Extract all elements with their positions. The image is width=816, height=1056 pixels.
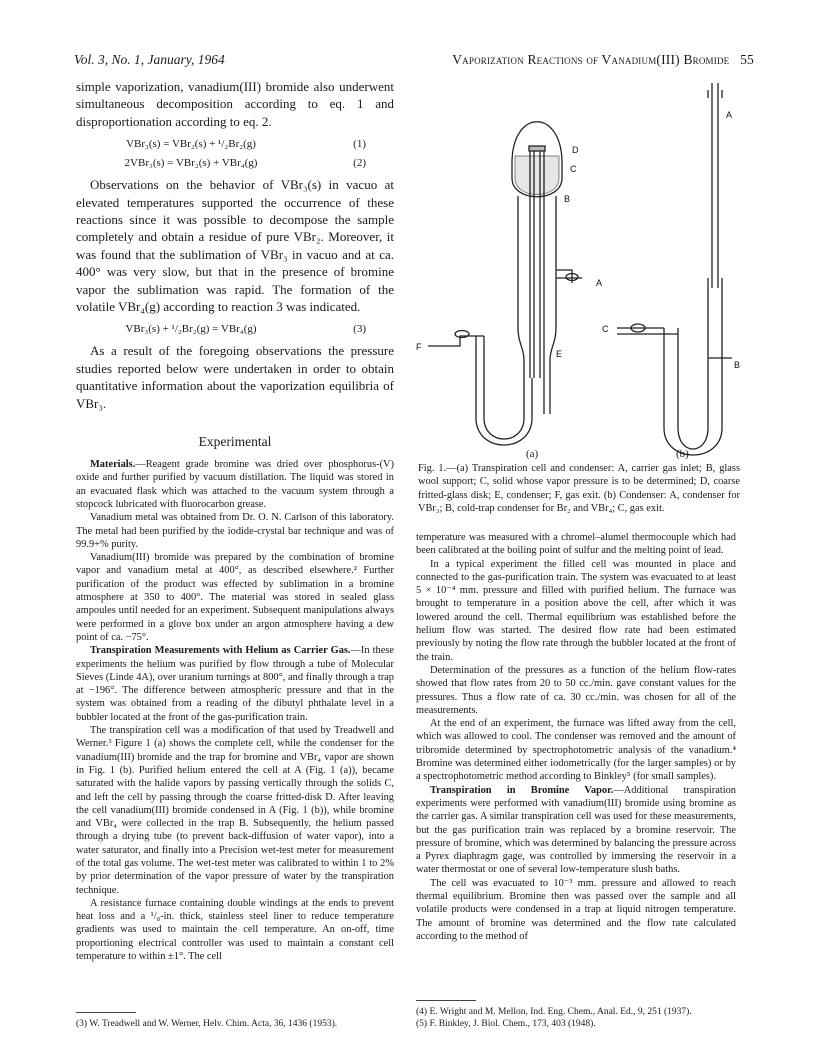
paragraph-transpiration <box>76 644 394 724</box>
equation-3-number: (3) <box>353 322 366 335</box>
footnote-4: (4) E. Wright and M. Mellon, Ind. Eng. Chem., Anal. Ed., 9, 251 (1937). <box>416 1007 692 1017</box>
paragraph-typical-experiment: In a typical experiment the filled cell was mounted in place and connected to the gas-purification train. The system was evacuated to at least 5 × 10⁻⁴ mm. pressure and filled with purified helium. The furnace was brought to temperature in a position above the cell, after which it was lowered around the cell. Thermal equilibrium was established before the helium flow was started. The desired flow rate had been estimated previously by noting the flow rate through the bubbler located at the front of the train. <box>416 558 736 663</box>
condenser-u-tube-b <box>617 278 722 455</box>
label-a-top: A <box>726 110 733 120</box>
figure-label-b: (b) <box>676 448 689 460</box>
footnote-rule-left <box>76 1012 136 1013</box>
equation-2-number: (2) <box>353 156 366 169</box>
figure-label-a: (a) <box>526 448 539 460</box>
transpiration-text: —In these experiments the helium was purified by flow through a tube of Molecular Sieves (Linde 4A), over uranium turnings at 800°, and finally through a trap at −196°. The difference between atmospheric pressure and that in the system was obtained from a reading of the dibutyl phthalate level in a bubbler located at the front of the gas-purification train. <box>76 645 394 723</box>
fritted-disk <box>529 146 545 151</box>
equation-1-text: VBr₃(s) = VBr₂(s) + ¹/₂Br₂(g) <box>126 137 256 150</box>
runin-transpiration: Transpiration Measurements with Helium as Carrier Gas. <box>90 645 351 657</box>
label-c: C <box>570 164 577 174</box>
paragraph-evacuation: The cell was evacuated to 10⁻³ mm. pressure and allowed to reach thermal equilibrium. Bromine then was passed over the sample and all volatile products were condensed in a trap at liquid nitrogen temperature. The amount of bromine was determined and the flow rate calculated according to the method of <box>416 877 736 942</box>
equation-2-text: 2VBr₃(s) = VBr₂(s) + VBr₄(g) <box>124 156 258 169</box>
paragraph-bromine-vapor <box>416 784 736 877</box>
right-column <box>416 531 736 943</box>
paragraph-purpose: As a result of the foregoing observations the pressure studies reported below were undertaken in order to obtain quantitative information about the vaporization equilibria of VBr₃. <box>76 343 394 411</box>
label-d: D <box>572 145 579 155</box>
header-title: Vaporization Reactions of Vanadium(III) Bromide <box>452 52 730 67</box>
runin-bromine: Transpiration in Bromine Vapor. <box>430 784 614 796</box>
paragraph-flow-rates: Determination of the pressures as a function of the helium flow-rates showed that flow rates from 20 to 50 cc./min. gave constant values for the pressures. Thus a flow rate of ca. 30 cc./min. was chosen for all of the measurements. <box>416 664 736 716</box>
label-b-b: B <box>734 360 741 370</box>
figure-caption: Fig. 1.—(a) Transpiration cell and condenser: A, carrier gas inlet; B, glass wool support; C, solid whose vapor pressure is to be determined; D, coarse fritted-glass disk; E, condenser; F, gas exit. (b) Condenser: A, condenser for VBr₃; B, cold-trap condenser for Br₂ and VBr₄; C, gas exit. <box>418 463 740 514</box>
page-number: 55 <box>740 52 754 67</box>
paragraph-cell: The transpiration cell was a modification of that used by Treadwell and Werner.³ Figure 1 (a) shows the complete cell, while the condenser for the vanadium(III) bromide and the trap for bromine and VBr₄ vapor are shown in Fig. 1 (b). Purified helium entered the cell at A (Fig. 1 (a)), became saturated with the halide vapors by passing vertically through the solids C, and left the cell by passing through the coarse fritted-disk D. After leaving the cell vanadium(III) bromide condensed in A (Fig. 1 (b)), while bromine and VBr₄ were collected in the trap B. Subsequently, the helium passed through a drying tube (to prevent back-diffusion of water vapor), into a water saturator, and finally into a Precision wet-test meter for measurement of the total gas volume. The wet-test meter was calibrated to within 1 to 2% by prior determination of the vapor pressure of water by the transpiration technique. <box>76 725 394 896</box>
paragraph-intro: simple vaporization, vanadium(III) bromide also underwent simultaneous decomposition according to eq. 1 and disproportionation according to eq. 2. <box>76 79 394 129</box>
equation-3 <box>76 319 394 338</box>
label-c-b: C <box>602 324 609 334</box>
label-a-side: A <box>596 278 603 288</box>
running-header-volume: Vol. 3, No. 1, January, 1964 <box>74 52 225 67</box>
footnote-5: (5) F. Binkley, J. Biol. Chem., 173, 403 (1948). <box>416 1019 596 1029</box>
paragraph-end-experiment: At the end of an experiment, the furnace was lifted away from the cell, which was allowed to cool. The condenser was removed and the amount of tribromide determined by spectrophotometric analysis of the vanadium.⁴ Bromine was determined either iodometrically (for the larger samples) or by a spectrophotometric method according to Binkley⁵ (for small samples). <box>416 718 736 783</box>
figure-1-apparatus <box>412 78 742 478</box>
section-title-experimental: Experimental <box>198 434 272 450</box>
runin-materials: Materials. <box>90 459 136 471</box>
paragraph-vbr3-prep: Vanadium(III) bromide was prepared by the combination of bromine vapor and vanadium metal at 400°, as described elsewhere.² Further purification of the product was effected by sublimation in a bromine atmosphere at 350 to 400°. The material was stored in sealed glass ampoules until needed for an experiment. Subsequent manipulations always were performed in a glove box under an argon atmosphere having a dew point of ca. −75°. <box>76 552 394 643</box>
cell-solid-fill <box>515 156 559 195</box>
label-b: B <box>564 194 571 204</box>
equation-3-text: VBr₃(s) + ¹/₂Br₂(g) = VBr₄(g) <box>125 322 257 335</box>
running-header-title <box>452 52 754 68</box>
label-e: E <box>556 349 563 359</box>
paragraph-thermocouple: temperature was measured with a chromel–alumel thermocouple which had been calibrated at the boiling point of sulfur and the melting point of lead. <box>416 532 736 557</box>
footnote-rule-right <box>416 1000 476 1001</box>
footnote-3: (3) W. Treadwell and W. Werner, Helv. Chim. Acta, 36, 1436 (1953). <box>76 1019 338 1029</box>
cell-jacket <box>518 196 556 378</box>
left-column <box>76 78 394 963</box>
equation-2 <box>76 153 394 172</box>
label-f: F <box>416 342 422 352</box>
paragraph-furnace: A resistance furnace containing double windings at the ends to prevent heat loss and a ¹/₈-in. thick, stainless steel liner to reduce temperature gradients was used to maintain the cell temperature. An on-off, time proportioning electrical controller was used to maintain a constant cell temperature to within ±1°. The cell <box>76 897 394 963</box>
equation-1-number: (1) <box>353 137 366 150</box>
paragraph-vanadium: Vanadium metal was obtained from Dr. O. N. Carlson of this laboratory. The metal had been purified by the iodide-crystal bar technique and was of 99.9+% purity. <box>76 512 394 550</box>
condenser-tall-tube-b <box>712 83 718 288</box>
materials-text: —Reagent grade bromine was dried over phosphorus-(V) oxide and further purified by vacuum distillation. The liquid was stored in an evacuated flask which was attached to the vacuum system through a stopcock lubricated with fluorocarbon grease. <box>76 459 394 510</box>
equation-1 <box>76 134 394 153</box>
bromine-text: —Additional transpiration experiments were performed with vanadium(III) bromide using bromine as the carrier gas. A similar transpiration cell was used for these measurements, but the gas purification train was replaced by a bromine reservoir. The pressure of bromine, which was determined by balancing the pressure across a Pyrex diaphragm gage, was controlled by immersing the reservoir in a water thermostat or one of several low-temperature slush baths. <box>416 784 737 876</box>
paragraph-materials <box>76 458 394 511</box>
paragraph-observations: Observations on the behavior of VBr₃(s) in vacuo at elevated temperatures supported the occurrence of these reactions since it was possible to decompose the sample completely and obtain a residue of pure VBr₂. Moreover, it was found that the sublimation of VBr₃ in vacuo and at ca. 400° was very slow, but that in the presence of bromine vapor the sublimation was rapid. The formation of the volatile VBr₄(g) according to reaction 3 was indicated. <box>76 177 394 315</box>
